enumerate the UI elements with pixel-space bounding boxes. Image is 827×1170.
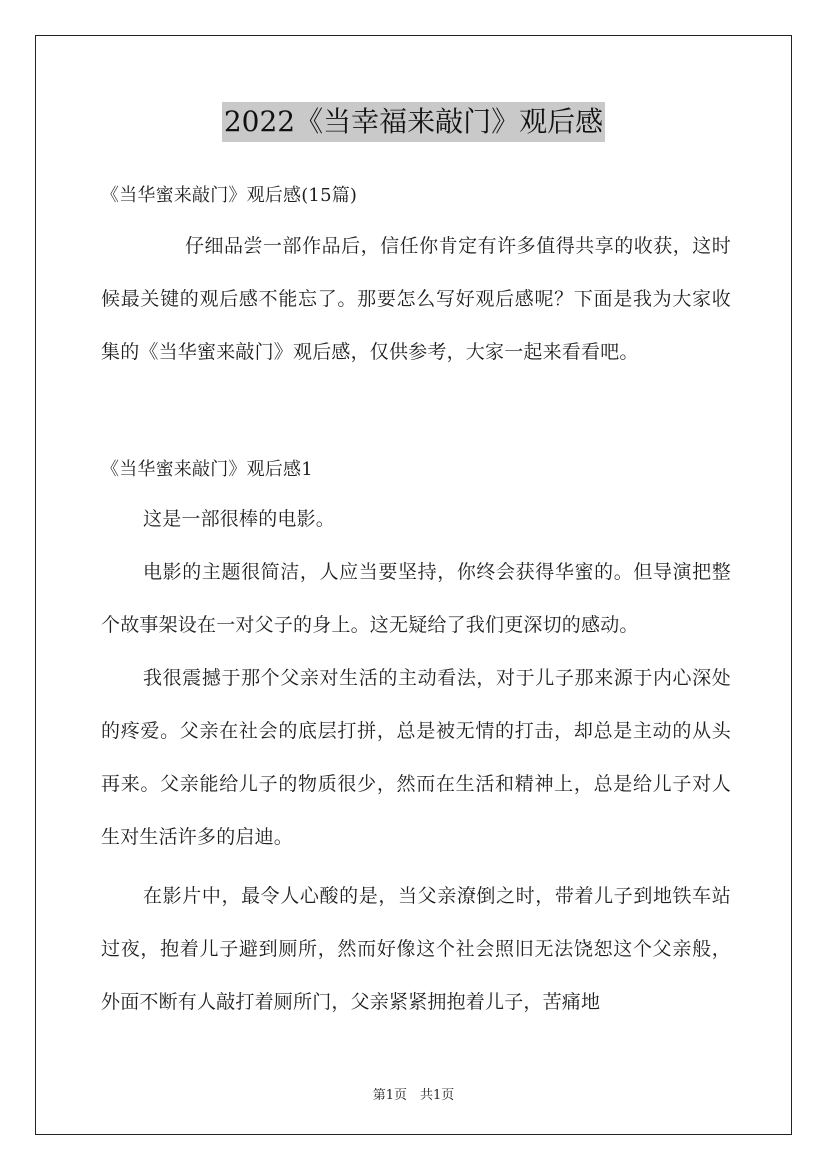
body-paragraph: 电影的主题很简洁，人应当要坚持，你终会获得华蜜的。但导演把整个故事架设在一对父子的身上。这无疑给了我们更深切的感动。 [101,561,731,636]
body-paragraph: 这是一部很棒的电影。 [143,508,336,530]
title-container [0,102,827,142]
page-footer: 第1页 共1页 [372,1088,455,1103]
body-paragraph: 我很震撼于那个父亲对生活的主动看法，对于儿子那来源于内心深处的疼爱。父亲在社会的底层打拼，总是被无情的打击，却总是主动的从头再来。父亲能给儿子的物质很少，然而在生活和精神上，总是给儿子对人生对生活许多的启迪。 [101,667,731,848]
body-paragraph: 在影片中，最令人心酸的是，当父亲潦倒之时，带着儿子到地铁车站过夜，抱着儿子避到厕所，然而好像这个社会照旧无法饶恕这个父亲般，外面不断有人敲打着厕所门，父亲紧紧拥抱着儿子，苦痛地 [101,885,731,1013]
document-title: 2022《当幸福来敲门》观后感 [222,102,605,142]
section-heading: 《当华蜜来敲门》观后感1 [101,459,313,480]
intro-paragraph: 仔细品尝一部作品后，信任你肯定有许多值得共享的收获，这时候最关键的观后感不能忘了。那要怎么写好观后感呢？下面是我为大家收集的《当华蜜来敲门》观后感，仅供参考，大家一起来看看吧。 [101,235,731,363]
document-subtitle: 《当华蜜来敲门》观后感(15篇) [101,185,358,206]
